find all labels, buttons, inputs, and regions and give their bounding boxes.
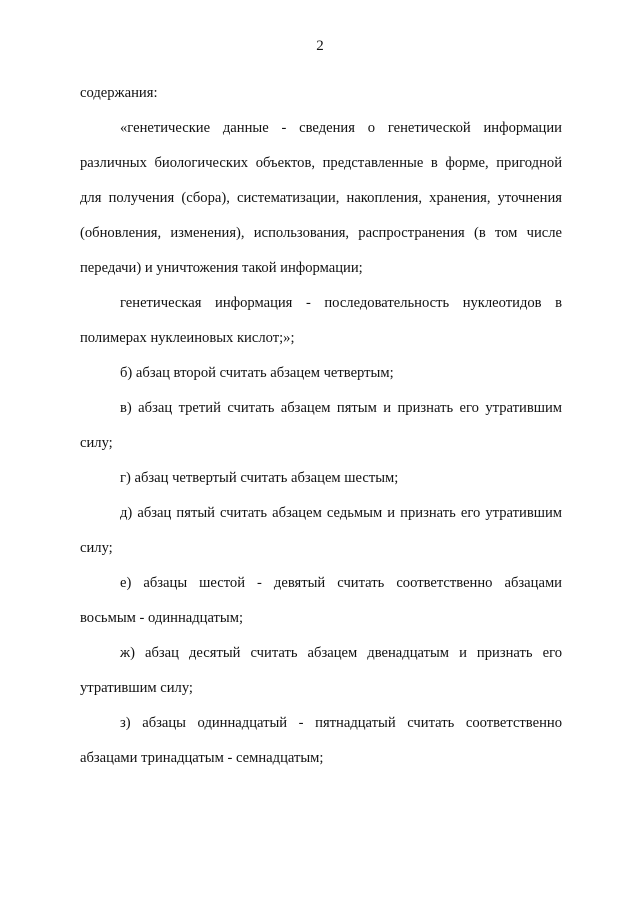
paragraph-continuation: содержания: (80, 85, 158, 101)
page-number: 2 (316, 38, 324, 54)
paragraph-item-e: е) абзацы шестой - девятый считать соответственно абзацами восьмым - одиннадцатым; (80, 575, 562, 626)
paragraph-item-v: в) абзац третий считать абзацем пятым и признать его утратившим силу; (80, 400, 562, 451)
document-body (80, 76, 562, 776)
paragraph-genetic-data-definition: «генетические данные - сведения о генетической информации различных биологических объектов, представленные в форме, пригодной для получения (сбора), систематизации, накопления, хранения, уточнения (обновления, изменения), использования, распространения (в том числе передачи) и уничтожения такой информации; (80, 120, 562, 276)
paragraph-item-d: д) абзац пятый считать абзацем седьмым и признать его утратившим силу; (80, 505, 562, 556)
paragraph-item-b: б) абзац второй считать абзацем четвертым; (120, 365, 394, 381)
paragraph-item-g: г) абзац четвертый считать абзацем шестым; (120, 470, 399, 486)
paragraph-item-zh: ж) абзац десятый считать абзацем двенадцатым и признать его утратившим силу; (80, 645, 562, 696)
paragraph-item-z: з) абзацы одиннадцатый - пятнадцатый считать соответственно абзацами тринадцатым - семнадцатым; (80, 715, 562, 766)
paragraph-genetic-information-definition: генетическая информация - последовательность нуклеотидов в полимерах нуклеиновых кислот;»; (80, 295, 562, 346)
